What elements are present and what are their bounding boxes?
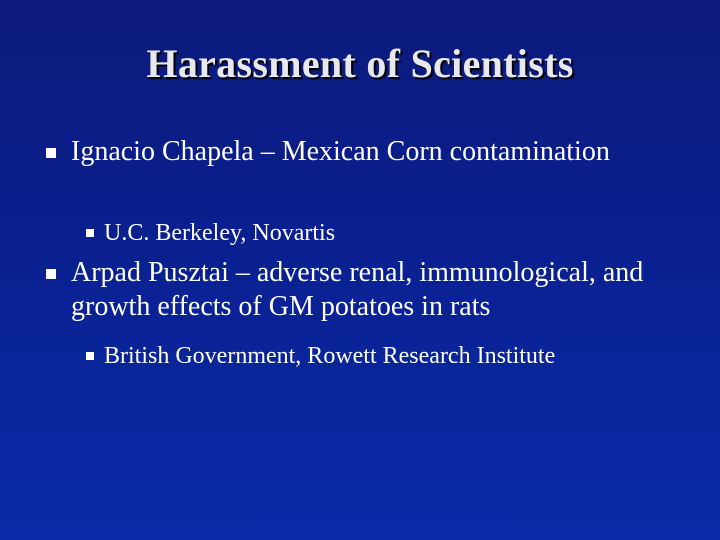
bullet-item	[46, 135, 681, 169]
square-bullet-icon	[86, 229, 94, 237]
bullet-item	[46, 256, 681, 324]
slide-title: Harassment of Scientists	[146, 41, 574, 86]
bullet-text: Ignacio Chapela – Mexican Corn contamination	[71, 136, 610, 167]
sub-bullet-text: British Government, Rowett Research Institute	[104, 343, 556, 369]
square-bullet-icon	[46, 269, 56, 279]
square-bullet-icon	[86, 352, 94, 360]
square-bullet-icon	[46, 148, 56, 158]
sub-bullet-text: U.C. Berkeley, Novartis	[104, 220, 336, 246]
sub-bullet-item	[86, 219, 704, 247]
sub-bullet-item	[86, 342, 704, 370]
bullet-text: Arpad Pusztai – adverse renal, immunological, and growth effects of GM potatoes in rats	[71, 257, 644, 322]
